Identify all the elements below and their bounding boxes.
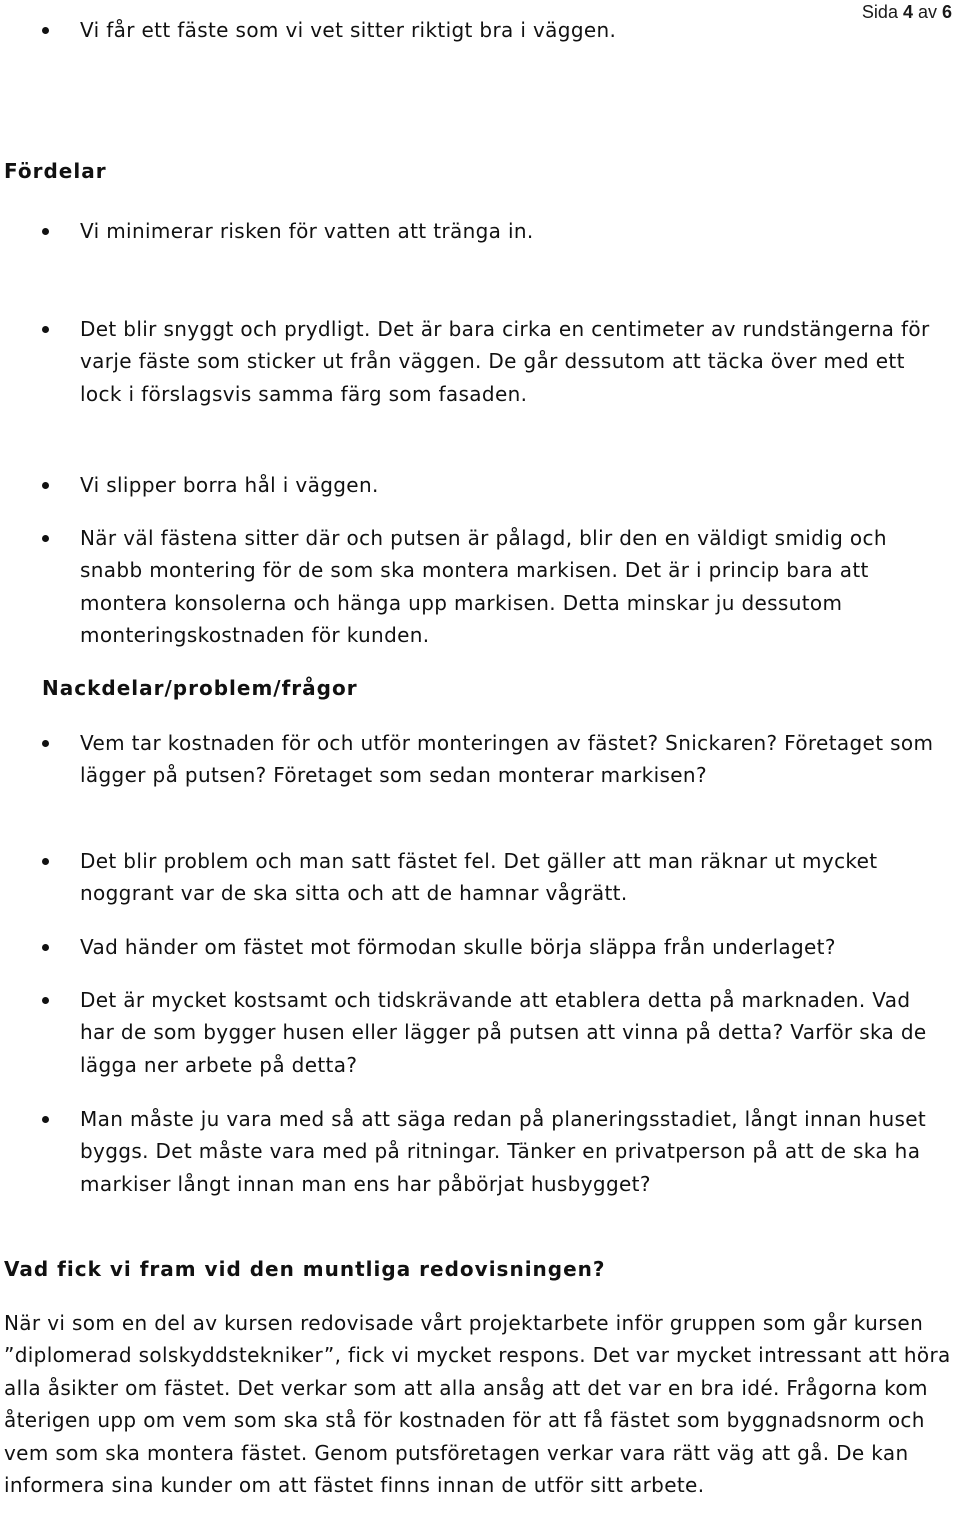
fordelar-list (0, 14, 960, 46)
bullet-icon (42, 482, 49, 489)
bullet-icon (42, 858, 49, 865)
list-item-text: Vi slipper borra hål i väggen. (80, 473, 379, 497)
list-item (0, 931, 852, 963)
page-middle: av (912, 2, 942, 22)
bullet-icon (42, 228, 49, 235)
list-item-text: Det är mycket kostsamt och tidskrävande att etablera detta på marknaden. Vad har de som bygger husen eller lägger på putsen att vinna på detta? Varför ska de lägga ner arbete på detta? (80, 988, 927, 1077)
list-item (0, 215, 550, 247)
list-item (0, 845, 960, 910)
bullet-icon (42, 27, 49, 34)
page-prefix: Sida (861, 2, 903, 22)
list-item-text: Vad händer om fästet mot förmodan skulle börja släppa från underlaget? (80, 935, 836, 959)
list-item (0, 14, 960, 46)
bullet-icon (42, 1116, 49, 1123)
list-item-text: Man måste ju vara med så att säga redan på planeringsstadiet, långt innan huset byggs. Det måste vara med på ritningar. Tänker en privatperson på att de ska ha markiser långt innan man ens har påbörjat husbygget? (80, 1107, 927, 1196)
page-current: 4 (902, 2, 913, 22)
redovisning-paragraph: När vi som en del av kursen redovisade vårt projektarbete inför gruppen som går kursen ”diplomerad solskyddstekniker”, fick vi mycket respons. Det var mycket intressant att höra alla åsikter om fästet. Det verkar som att alla ansåg att det var en bra idé. Frågorna kom återigen upp om vem som ska stå för kostnaden för att få fästet som byggnadsnorm och vem som ska montera fästet. Genom putsföretagen verkar vara rätt väg att gå. De kan informera sina kunder om att fästet finns innan de utför sitt arbete. (4, 1311, 951, 1498)
redovisning-heading: Vad fick vi fram vid den muntliga redovisningen? (4, 1257, 606, 1281)
list-item (0, 1103, 960, 1200)
list-item-text: Vi minimerar risken för vatten att tränga in. (80, 219, 534, 243)
list-item (0, 469, 395, 501)
list-item (0, 522, 960, 652)
list-item-text: Vem tar kostnaden för och utför monteringen av fästet? Snickaren? Företaget som lägger på putsen? Företaget som sedan monterar markisen? (80, 731, 934, 788)
fordelar-heading: Fördelar (4, 159, 107, 183)
nackdelar-heading: Nackdelar/problem/frågor (42, 676, 358, 700)
bullet-icon (42, 326, 49, 333)
list-item (0, 727, 960, 792)
list-item-text: När väl fästena sitter där och putsen är pålagd, blir den en väldigt smidig och snabb montering för de som ska montera markisen. Det är i princip bara att montera konsolerna och hänga upp markisen. Detta minskar ju dessutom monteringskostnaden för kunden. (80, 526, 887, 648)
bullet-icon (42, 535, 49, 542)
list-item-text: Vi får ett fäste som vi vet sitter riktigt bra i väggen. (80, 18, 617, 42)
list-item-text: Det blir problem och man satt fästet fel. Det gäller att man räknar ut mycket noggrant var de ska sitta och att de hamnar vågrätt. (80, 849, 878, 906)
page-total: 6 (941, 2, 952, 22)
list-item (0, 984, 960, 1081)
bullet-icon (42, 740, 49, 747)
bullet-icon (42, 997, 49, 1004)
bullet-icon (42, 944, 49, 951)
list-item-text: Det blir snyggt och prydligt. Det är bara cirka en centimeter av rundstängerna för varje fäste som sticker ut från väggen. De går dessutom att täcka över med ett lock i förslagsvis samma färg som fasaden. (80, 317, 930, 406)
list-item (0, 313, 960, 410)
